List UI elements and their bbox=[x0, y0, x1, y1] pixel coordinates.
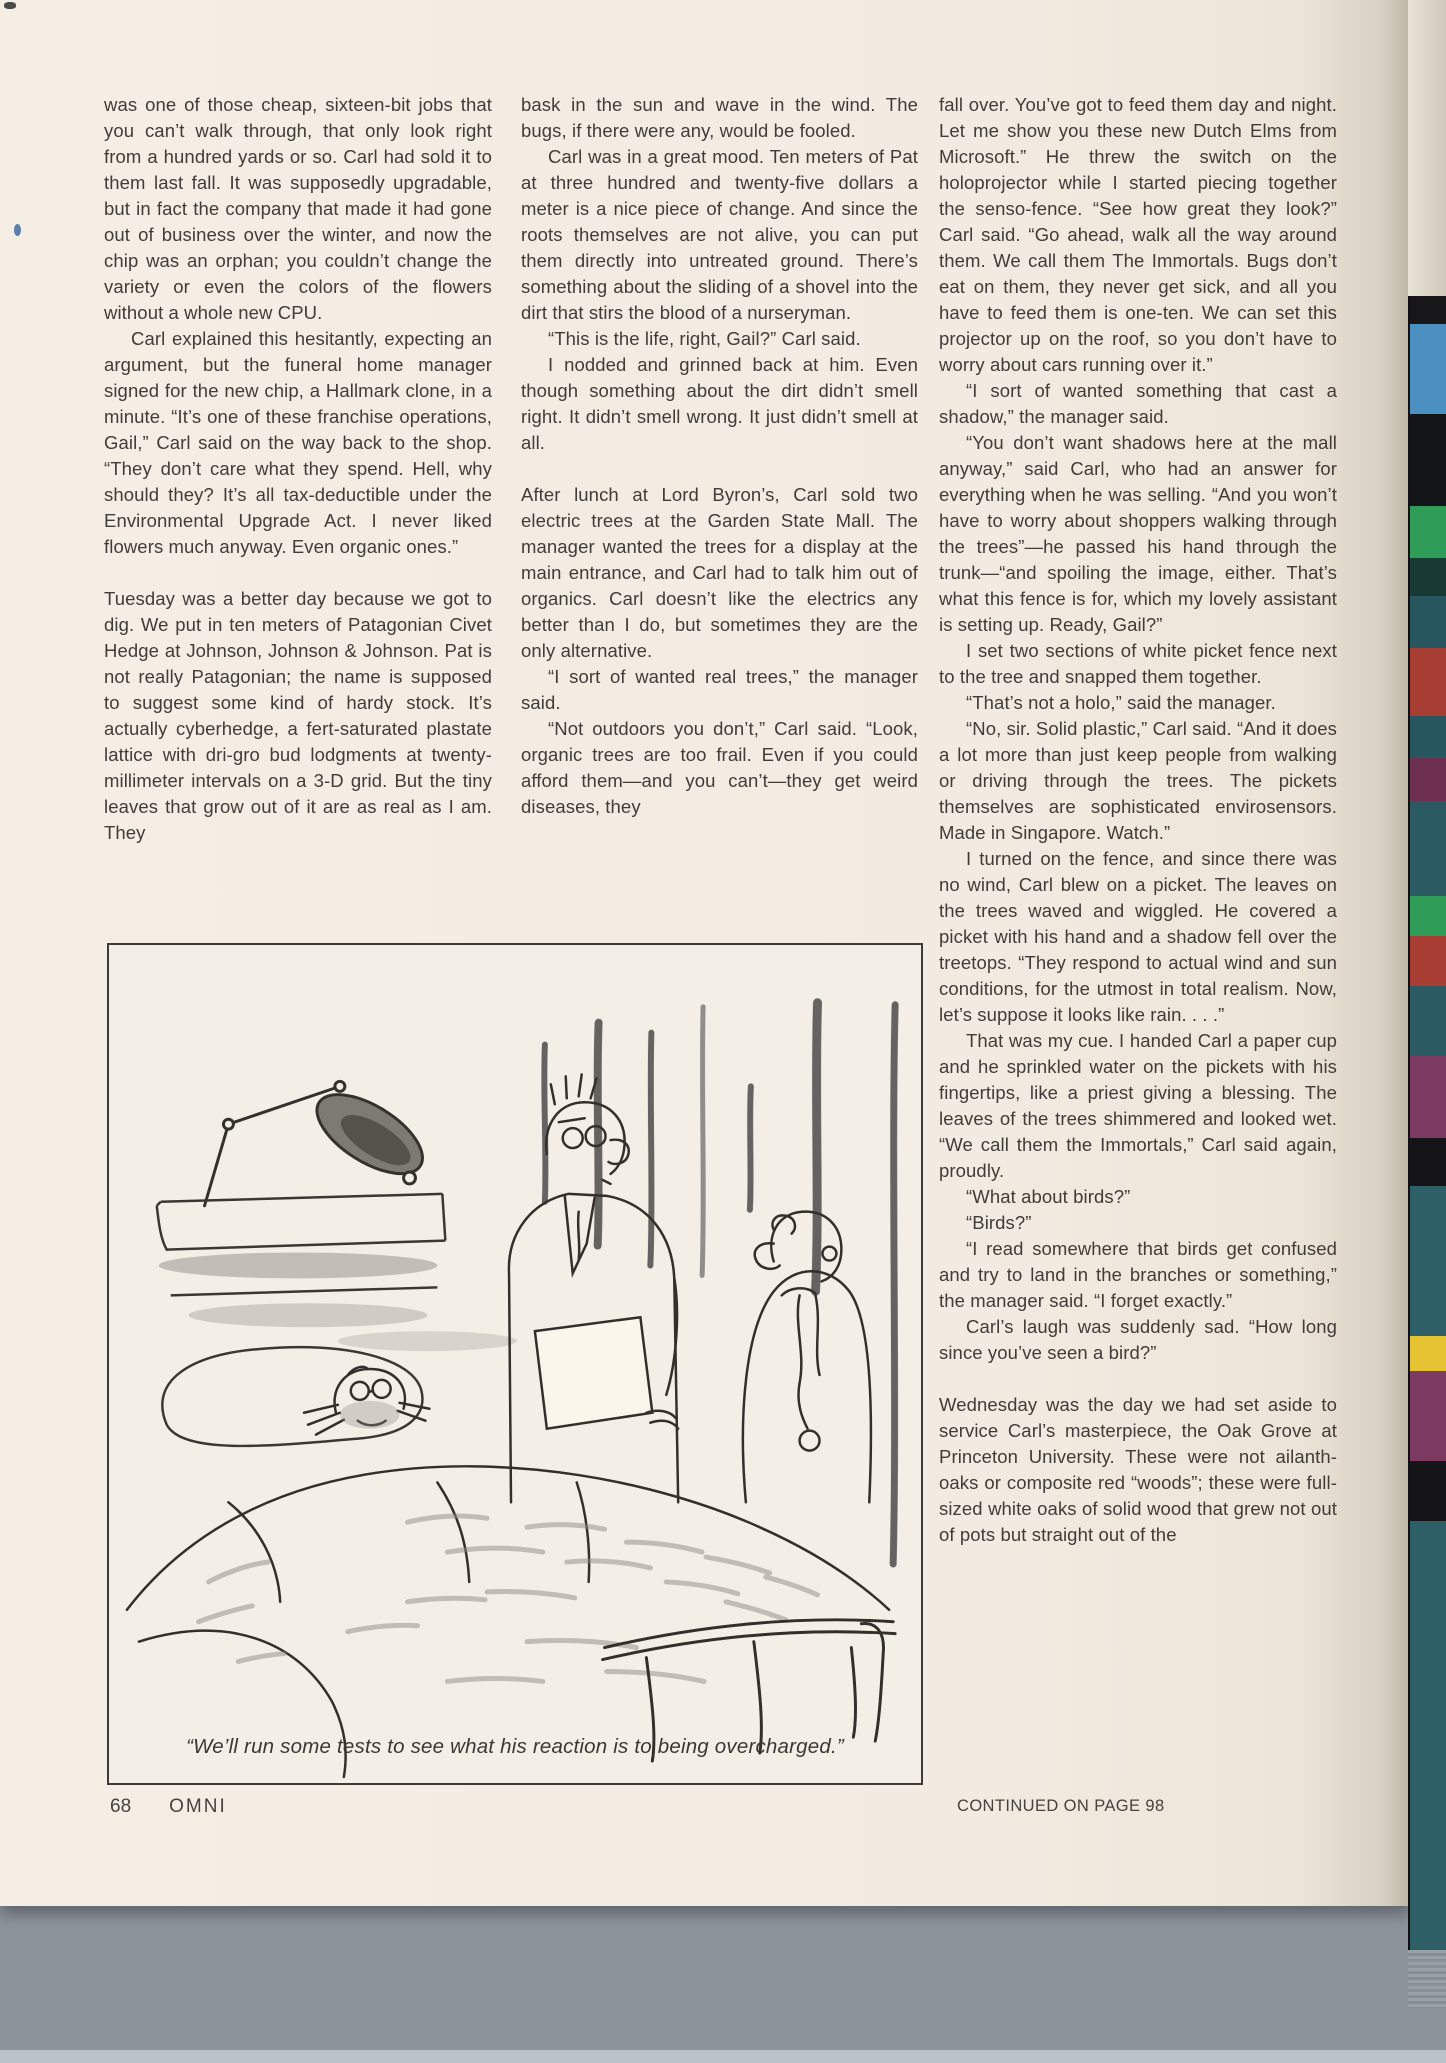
scanner-bed-edge bbox=[0, 2050, 1446, 2063]
article-paragraph: I turned on the fence, and since there was no wind, Carl blew on a picket. The leaves on the trees waved and wiggled. He covered a picket with his hand and a shadow fell over the treetops. “They respond to actual wind and sun conditions, for the utmost in total realism. Now, let’s suppose it looks like rain. . . .” bbox=[939, 848, 1337, 1025]
article-paragraph: bask in the sun and wave in the wind. The bugs, if there were any, would be fooled. bbox=[521, 94, 918, 141]
ink-speck bbox=[14, 224, 21, 236]
page-footer bbox=[110, 1796, 227, 1818]
article-paragraph: I set two sections of white picket fence next to the tree and snapped them together. bbox=[939, 640, 1337, 687]
hospital-cartoon-drawing bbox=[109, 945, 921, 1783]
cartoon-panel bbox=[107, 943, 923, 1785]
headboard-shelf-drawing bbox=[157, 1194, 517, 1351]
article-paragraph: “I sort of wanted something that cast a shadow,” the manager said. bbox=[939, 380, 1337, 427]
article-paragraph: “I sort of wanted real trees,” the manager said. bbox=[521, 666, 918, 713]
article-paragraph: “I read somewhere that birds get confused and try to land in the branches or something,” the manager said. “I forget exactly.” bbox=[939, 1238, 1337, 1311]
article-paragraph: After lunch at Lord Byron’s, Carl sold two electric trees at the Garden State Mall. The manager wanted the trees for a display at the main entrance, and Carl had to talk him out of organics. Carl doesn’t like the electrics any better than I do, but sometimes they are the only alternative. bbox=[521, 484, 918, 661]
article-paragraph: Carl explained this hesitantly, expecting an argument, but the funeral home manager signed for the new chip, a Hallmark clone, in a minute. “It’s one of these franchise operations, Gail,” Carl said on the way back to the shop. “They don’t care what they spend. Hell, why should they? It’s all tax-deductible under the Environmental Upgrade Act. I never liked flowers much anyway. Even organic ones.” bbox=[104, 328, 492, 557]
article-column-1 bbox=[104, 92, 492, 846]
article-paragraph: “You don’t want shadows here at the mall anyway,” said Carl, who had an answer for everything when he was selling. “And you won’t have to worry about shoppers walking through the trees”—he passed his hand through the trunk—“and spoiling the image, either. That’s what this fence is for, which my lovely assistant is setting up. Ready, Gail?” bbox=[939, 432, 1337, 635]
continuation-note: CONTINUED ON PAGE 98 bbox=[957, 1797, 1165, 1815]
article-paragraph: Carl’s laugh was suddenly sad. “How long since you’ve seen a bird?” bbox=[939, 1316, 1337, 1363]
next-page-edge-art bbox=[1408, 296, 1446, 1950]
lamp-drawing bbox=[205, 1079, 436, 1206]
article-paragraph: “That’s not a holo,” said the manager. bbox=[966, 692, 1276, 713]
article-paragraph: “This is the life, right, Gail?” Carl said. bbox=[548, 328, 861, 349]
article-paragraph: Carl was in a great mood. Ten meters of Pat at three hundred and twenty-five dollars a meter is a nice piece of change. And since the roots themselves are not alive, you can put them directly into untreated ground. There’s something about the sliding of a shovel into the dirt that stirs the blood of a nurseryman. bbox=[521, 146, 918, 323]
magazine-name: OMNI bbox=[169, 1796, 227, 1817]
patient-figure-drawing bbox=[304, 1367, 429, 1435]
article-paragraph: “No, sir. Solid plastic,” Carl said. “And it does a lot more than just keep people from walking or driving through the trees. The pickets themselves are sophisticated envirosensors. Made in Singapore. Watch.” bbox=[939, 718, 1337, 843]
article-column-3 bbox=[939, 92, 1337, 1548]
article-paragraph: “What about birds?” bbox=[966, 1186, 1131, 1207]
article-paragraph: I nodded and grinned back at him. Even though something about the dirt didn’t smell right. It didn’t smell wrong. It just didn’t smell at all. bbox=[521, 354, 918, 453]
article-paragraph: That was my cue. I handed Carl a paper cup and he sprinkled water on the pickets with his fingertips, like a priest giving a blessing. The leaves of the trees shimmered and looked wet. “We call them the Immortals,” Carl said again, proudly. bbox=[939, 1030, 1337, 1181]
next-page-edge-blank bbox=[1408, 0, 1446, 296]
article-paragraph: Wednesday was the day we had set aside to service Carl’s masterpiece, the Oak Grove at Princeton University. These were not ailanth-oaks or composite red “woods”; these were full-sized white oaks of solid wood that grew not out of pots but straight out of the bbox=[939, 1394, 1337, 1545]
article-paragraph: “Birds?” bbox=[966, 1212, 1032, 1233]
article-paragraph: fall over. You’ve got to feed them day and night. Let me show you these new Dutch Elms from Microsoft.” He threw the switch on the holoprojector while I started piecing together the senso-fence. “See how great they look?” Carl said. “Go ahead, walk all the way around them. We call them The Immortals. Bugs don’t eat on them, they never get sick, and all you have to feed them is one-ten. We can set this projector up on the roof, so you don’t have to worry about cars running over it.” bbox=[939, 94, 1337, 375]
article-paragraph: “Not outdoors you don’t,” Carl said. “Look, organic trees are too frail. Even if you could afford them—and you can’t—they get weird diseases, they bbox=[521, 718, 918, 817]
article-paragraph: Tuesday was a better day because we got to dig. We put in ten meters of Patagonian Civet Hedge at Johnson, Johnson & Johnson. Pat is not really Patagonian; the name is supposed to suggest some kind of hardy stock. It’s actually cyberhedge, a fert-saturated plastate lattice with dri-gro bud lodgments at twenty-millimeter intervals on a 3-D grid. But the tiny leaves that grow out of it are as real as I am. They bbox=[104, 588, 492, 843]
article-column-2 bbox=[521, 92, 918, 820]
cartoon-caption: “We’ll run some tests to see what his reaction is to being overcharged.” bbox=[186, 1735, 844, 1758]
visitor-figure-drawing bbox=[743, 1212, 871, 1503]
article-paragraph: was one of those cheap, sixteen-bit jobs that you can’t walk through, that only look right from a hundred yards or so. Carl had sold it to them last fall. It was supposedly upgradable, but in fact the company that made it had gone out of business over the winter, and now the chip was an orphan; you couldn’t change the variety or even the colors of the flowers without a whole new CPU. bbox=[104, 94, 492, 323]
page-number: 68 bbox=[110, 1796, 132, 1817]
scan-speck bbox=[4, 2, 16, 9]
next-page-edge-hatch bbox=[1408, 1950, 1446, 2008]
